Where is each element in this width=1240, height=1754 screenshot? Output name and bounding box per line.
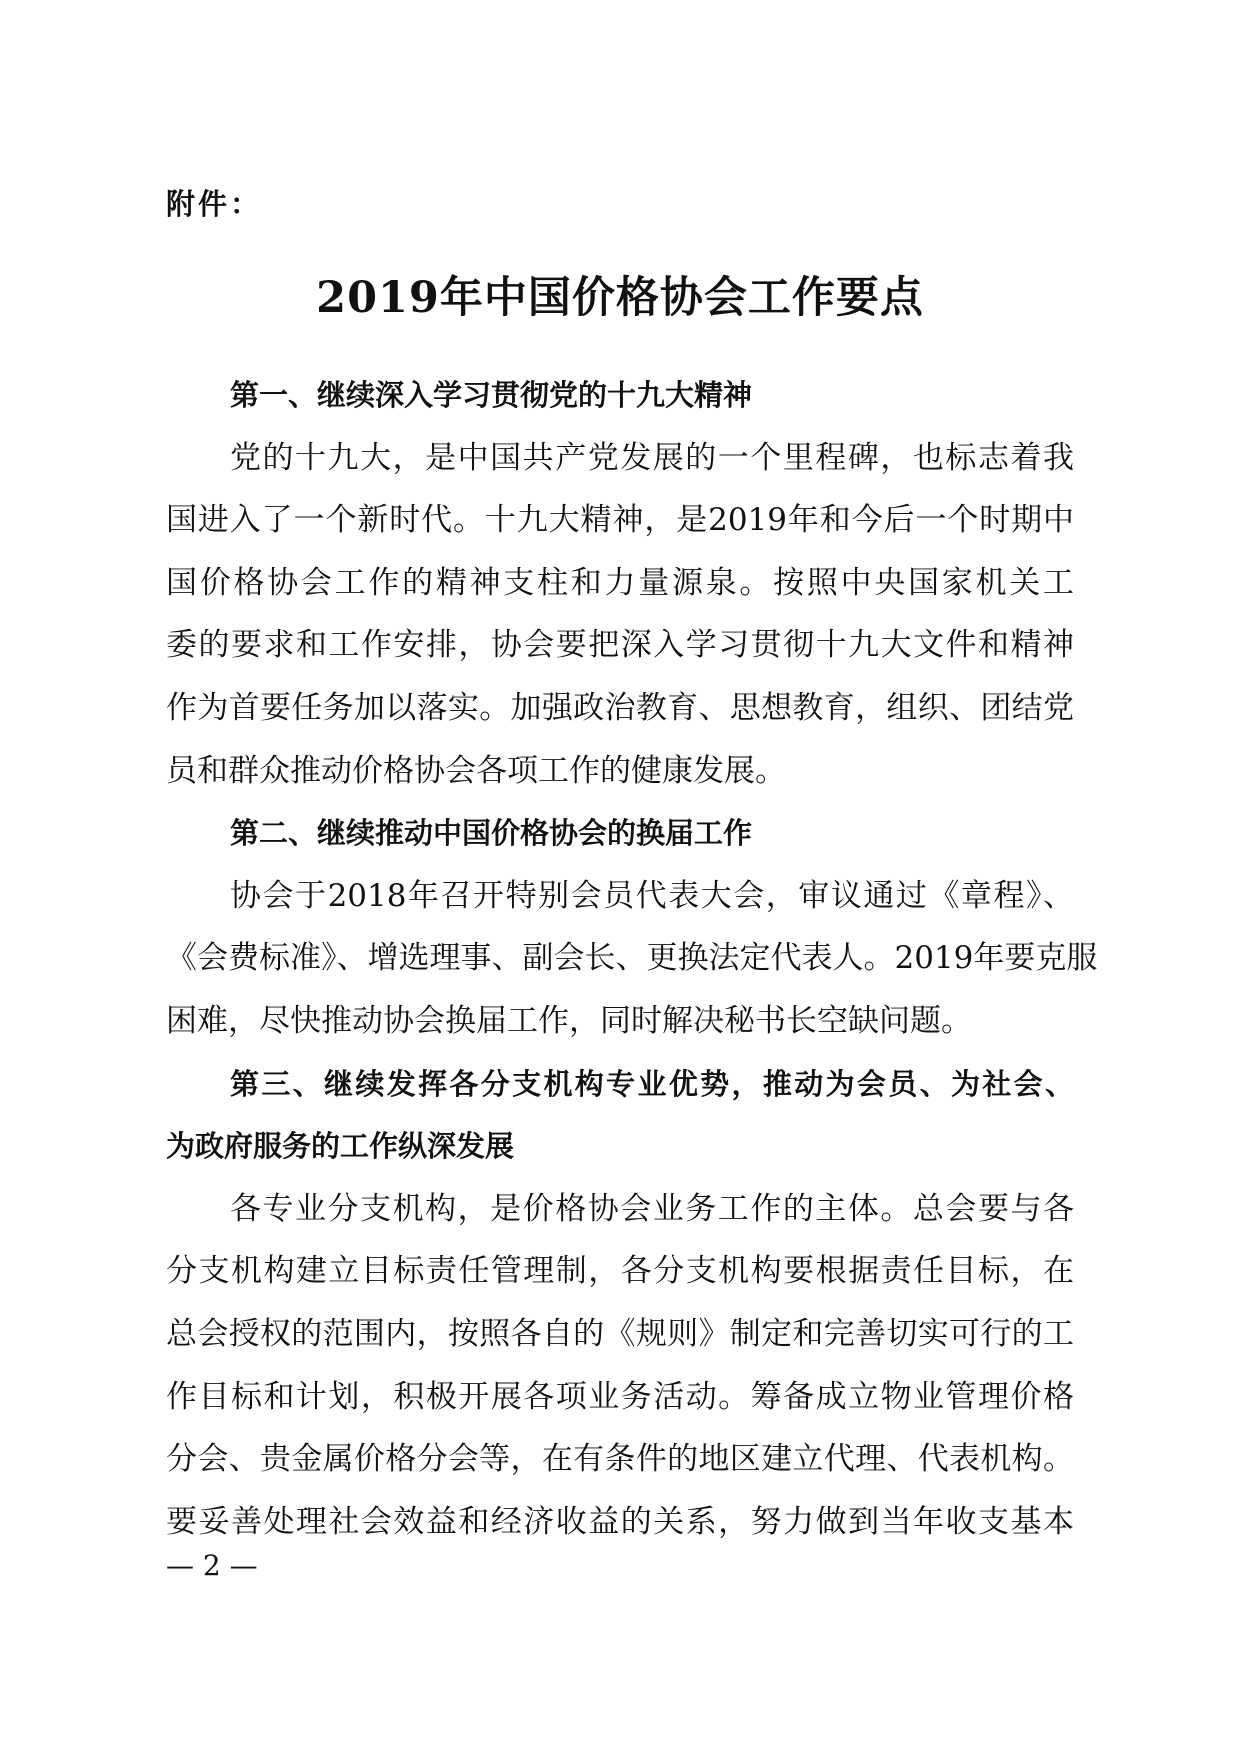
paragraph-line: 作为首要任务加以落实。加强政治教育、思想教育，组织、团结党 (166, 689, 1074, 726)
paragraph-line: 作目标和计划，积极开展各项业务活动。筹备成立物业管理价格 (166, 1378, 1074, 1415)
document-title: 2019年中国价格协会工作要点 (316, 273, 924, 323)
paragraph-line: 要妥善处理社会效益和经济收益的关系，努力做到当年收支基本 (166, 1503, 1074, 1540)
paragraph-line: 分支机构建立目标责任管理制，各分支机构要根据责任目标，在 (166, 1253, 1074, 1290)
paragraph-line: 员和群众推动价格协会各项工作的健康发展。 (166, 752, 786, 789)
paragraph-line: 协会于2018年召开特别会员代表大会，审议通过《章程》、 (230, 877, 1074, 914)
paragraph-line: 各专业分支机构，是价格协会业务工作的主体。总会要与各 (230, 1190, 1074, 1227)
paragraph-line: 《会费标准》、增选理事、副会长、更换法定代表人。2019年要克服 (166, 940, 1098, 977)
paragraph-line: 党的十九大，是中国共产党发展的一个里程碑，也标志着我 (230, 439, 1074, 476)
section-heading-3-continued: 为政府服务的工作纵深发展 (166, 1129, 515, 1164)
document-body (166, 364, 1098, 1553)
paragraph-line: 国价格协会工作的精神支柱和力量源泉。按照中央国家机关工 (166, 564, 1074, 601)
paragraph-line: 总会授权的范围内，按照各自的《规则》制定和完善切实可行的工 (166, 1315, 1074, 1352)
paragraph-line: 困难，尽快推动协会换届工作，同时解决秘书长空缺问题。 (166, 1002, 972, 1039)
attachment-label: 附件： (166, 187, 263, 221)
section-heading-3: 第三、继续发挥各分支机构专业优势，推动为会员、为社会、 (230, 1066, 1074, 1101)
section-heading-1: 第一、继续深入学习贯彻党的十九大精神 (230, 378, 753, 412)
paragraph-line: 委的要求和工作安排，协会要把深入学习贯彻十九大文件和精神 (166, 627, 1074, 664)
section-heading-2: 第二、继续推动中国价格协会的换届工作 (230, 816, 753, 851)
paragraph-line: 国进入了一个新时代。十九大精神，是2019年和今后一个时期中 (166, 502, 1074, 539)
page-number: — 2 — (166, 1549, 258, 1582)
paragraph-line: 分会、贵金属价格分会等，在有条件的地区建立代理、代表机构。 (166, 1441, 1074, 1478)
